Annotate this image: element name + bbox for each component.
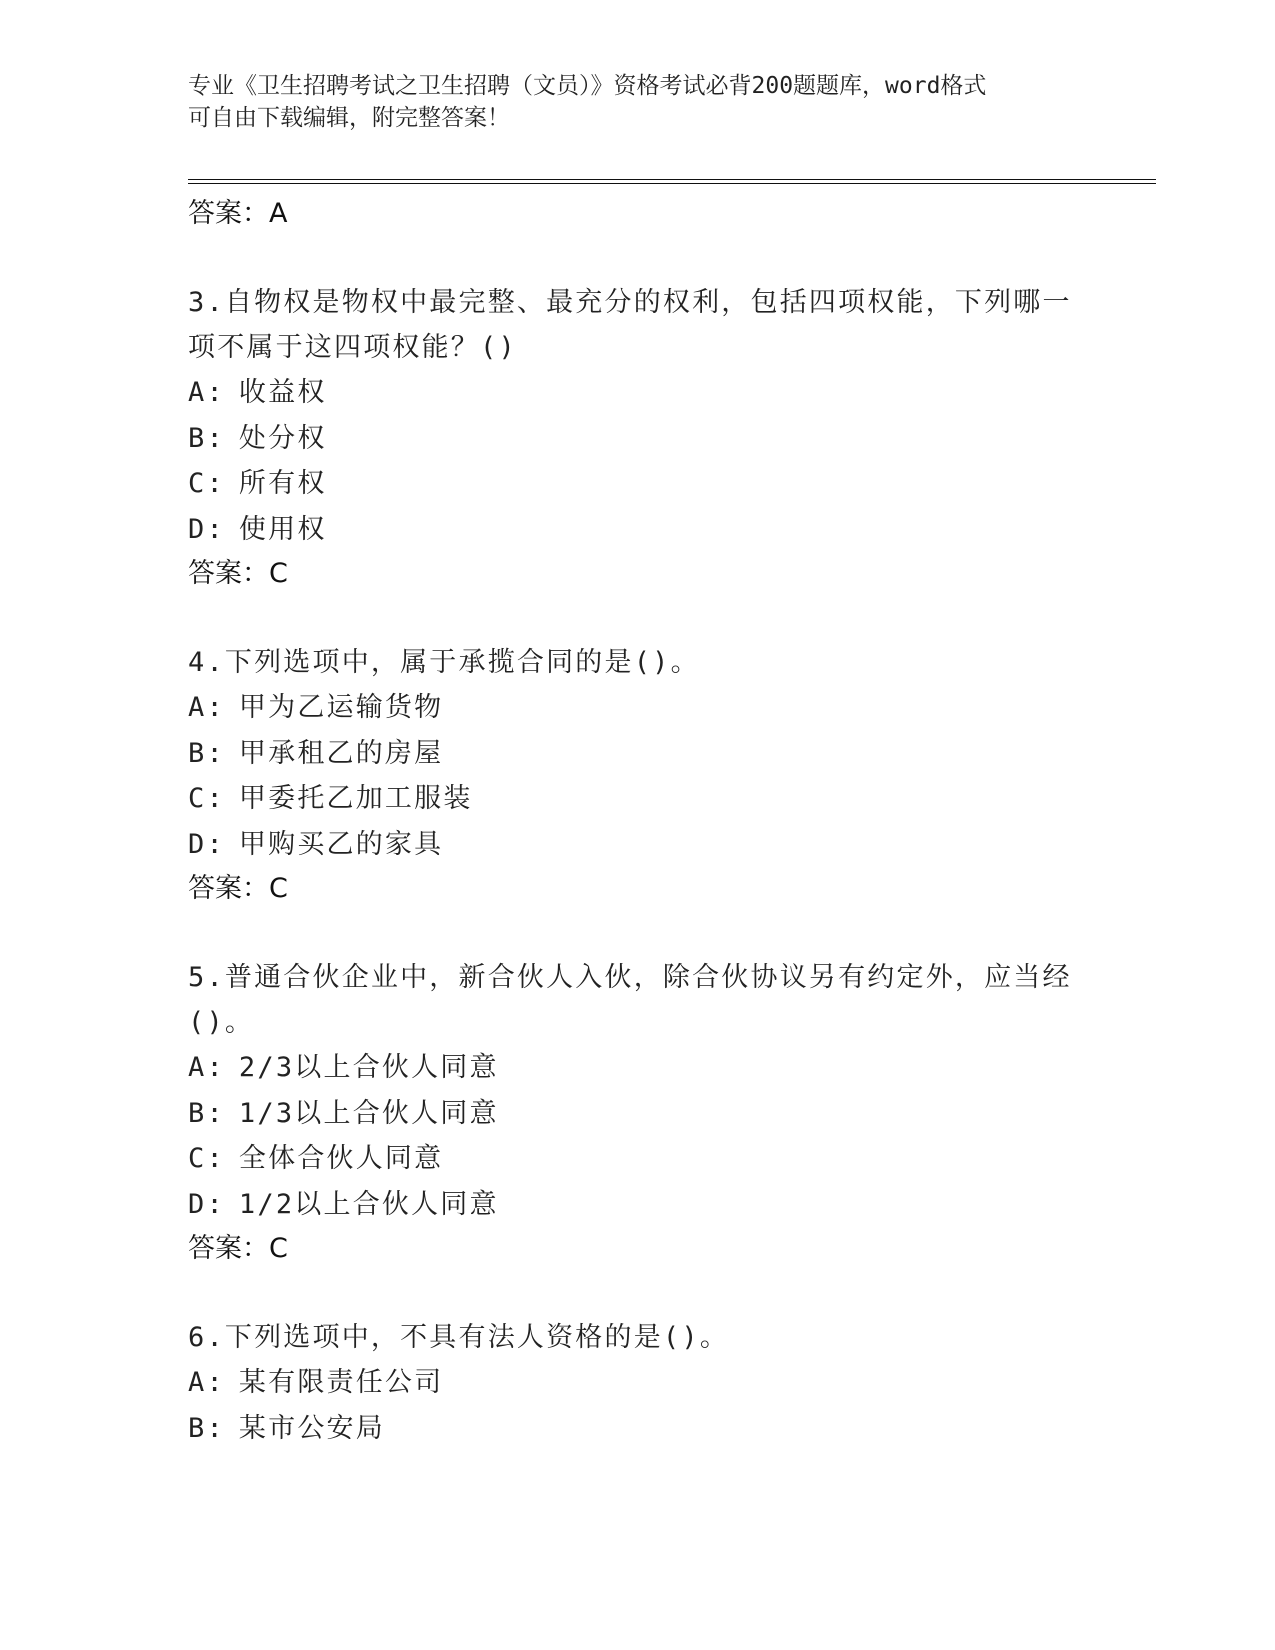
option-d: D: 使用权 [188,513,327,545]
option-c: C: 全体合伙人同意 [188,1143,444,1174]
question-4 [188,640,1088,911]
question-text: 4.下列选项中，属于承揽合同的是()。 [188,647,700,678]
question-text: 6.下列选项中，不具有法人资格的是()。 [188,1322,730,1353]
question-3 [188,280,1088,596]
question-5 [188,955,1088,1271]
option-b: B: 甲承租乙的房屋 [188,737,444,769]
option-a: A: 某有限责任公司 [188,1367,444,1398]
option-a: A: 2/3以上合伙人同意 [188,1052,499,1083]
answer-line: 答案：C [188,873,288,904]
question-text: 5.普通合伙企业中，新合伙人入伙，除合伙协议另有约定外，应当经()。 [188,962,1072,1038]
option-b: B: 1/3以上合伙人同意 [188,1097,499,1129]
answer-line: 答案：A [188,198,288,229]
question-6 [188,1315,1088,1451]
option-b: B: 某市公安局 [188,1412,385,1444]
option-a: A: 甲为乙运输货物 [188,692,444,723]
option-d: D: 甲购买乙的家具 [188,828,444,860]
header-divider-top [188,179,1156,180]
option-c: C: 所有权 [188,468,327,499]
header-line-2: 可自由下载编辑，附完整答案！ [188,105,510,131]
option-a: A: 收益权 [188,377,327,408]
answer-line: 答案：C [188,1233,288,1264]
question-text: 3.自物权是物权中最完整、最充分的权利，包括四项权能，下列哪一项不属于这四项权能？() [188,287,1072,363]
option-b: B: 处分权 [188,422,327,454]
question-list [188,192,1088,1451]
header-divider-bottom [188,183,1156,184]
option-c: C: 甲委托乙加工服装 [188,783,473,814]
answer-line: 答案：C [188,558,288,589]
document-header [188,70,1088,134]
header-line-1: 专业《卫生招聘考试之卫生招聘（文员）》资格考试必背200题题库，word格式 [188,73,987,99]
option-d: D: 1/2以上合伙人同意 [188,1188,499,1220]
